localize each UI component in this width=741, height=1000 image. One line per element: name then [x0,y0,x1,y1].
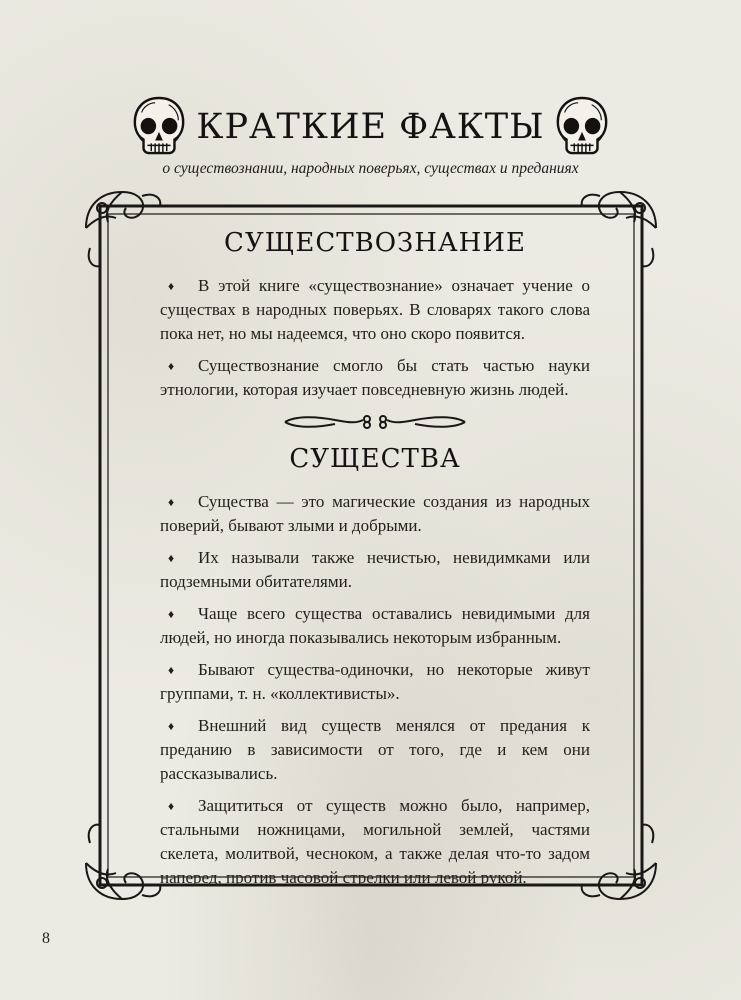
section-creatures [160,444,590,890]
skull-icon [553,95,611,159]
section-title: СУЩЕСТВА [289,444,461,474]
page-number: 8 [42,930,50,947]
bullet-item: ♦ Внешний вид существ менялся от предания к преданию в зависимости от того, где и кем они рассказывались. [160,714,590,786]
corner-ornament-bottom-right [582,825,656,899]
section-title: СУЩЕСТВОЗНАНИЕ [224,228,526,258]
content-area [160,220,590,898]
bullet-item: ♦ Чаще всего существа оставались невидимыми для людей, но иногда показывались некоторым избранным. [160,602,590,650]
bullet-item: ♦ Защититься от существ можно было, например, стальными ножницами, могильной землей, частями скелета, молитвой, чесноком, а также делая что-то задом наперед, против часовой стрелки или левой рукой. [160,794,590,890]
corner-ornament-top-left [86,192,160,266]
page-subtitle: о существознании, народных поверьях, существах и преданиях [162,160,579,177]
corner-ornament-bottom-left [86,825,160,899]
page-title: КРАТКИЕ ФАКТЫ [196,107,545,147]
bullet-item: ♦ Бывают существа-одиночки, но некоторые живут группами, т. н. «коллективисты». [160,658,590,706]
bullet-item: ♦ Существа — это магические создания из народных поверий, бывают злыми и добрыми. [160,490,590,538]
skull-icon [130,95,188,159]
bullet-list [160,490,590,890]
bone-divider-icon [275,412,475,432]
bullet-list [160,274,590,402]
page-header [0,92,741,162]
bullet-item: ♦ Существознание смогло бы стать частью науки этнологии, которая изучает повседневную жизнь людей. [160,354,590,402]
section-existence-knowledge [160,228,590,402]
corner-ornament-top-right [582,192,656,266]
bullet-item: ♦ В этой книге «существознание» означает учение о существах в народных поверьях. В словарях такого слова пока нет, но мы надеемся, что оно скоро появится. [160,274,590,346]
bullet-item: ♦ Их называли также нечистью, невидимками или подземными обитателями. [160,546,590,594]
